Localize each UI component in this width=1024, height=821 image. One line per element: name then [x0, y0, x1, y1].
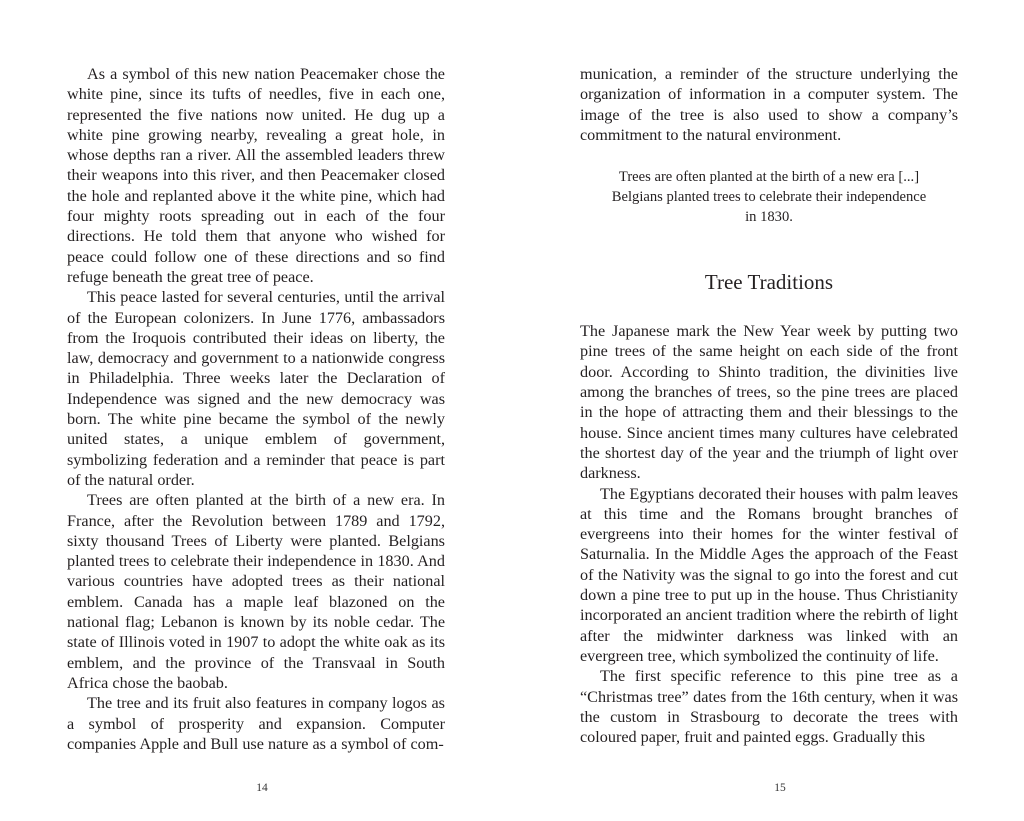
pull-quote-line: Trees are often planted at the birth of a new era [...]: [618, 169, 920, 186]
page-number-right: 15: [774, 782, 786, 794]
right-page: [580, 64, 958, 747]
body-paragraph: The first specific reference to this pine tree as a “Christmas tree” dates from the 16th century, when it was the custom in Strasbourg to decorate the trees with coloured paper, fruit and painted eggs. Gradually this: [580, 667, 958, 747]
body-paragraph: This peace lasted for several centuries, until the arrival of the European colonizers. In June 1776, ambassadors from the Iroquois contributed their ideas on liberty, the law, democracy and government to a nationwide congress in Philadelphia. Three weeks later the Declaration of Independence was signed and the new democracy was born. The white pine became the symbol of the newly united states, a unique emblem of government, symbolizing federation and a reminder that peace is part of the natural order.: [67, 288, 445, 489]
body-paragraph: The Egyptians decorated their houses with palm leaves at this time and the Romans brought branches of evergreens into their homes for the winter festival of Saturnalia. In the Middle Ages the approach of the Feast of the Nativity was the signal to go into the forest and cut down a pine tree to put up in the house. Thus Christianity incorporated an ancient tradition where the rebirth of light after the midwinter darkness was linked with an evergreen tree, which symbolized the continuity of life.: [580, 484, 958, 665]
body-paragraph: The tree and its fruit also features in company logos as a symbol of prosperity and expansion. Computer companies Apple and Bull use nature as a symbol of com-: [67, 694, 445, 753]
body-paragraph: As a symbol of this new nation Peacemaker chose the white pine, since its tufts of needles, five in each one, represented the five nations now united. He dug up a white pine growing nearby, revealing a great hole, in whose depths ran a river. All the assembled leaders threw their weapons into this river, and then Peacemaker closed the hole and replanted above it the white pine, which had four mighty roots spreading out in each of the four directions. He told them that anyone who wished for peace could follow one of these directions and so find refuge beneath the great tree of peace.: [67, 65, 445, 286]
continuation-paragraph: munication, a reminder of the structure underlying the organization of information in a computer system. The image of the tree is also used to show a company’s commitment to the natural environment.: [580, 65, 958, 144]
page-number-left: 14: [256, 782, 268, 794]
pull-quote: [580, 167, 958, 227]
body-paragraph: The Japanese mark the New Year week by putting two pine trees of the same height on each side of the front door. According to Shinto tradition, the divinities live among the branches of trees, so the pine trees are placed in the hope of attracting them and their blessings to the house. Since ancient times many cultures have celebrated the shortest day of the year and the triumph of light over darkness.: [580, 322, 958, 483]
section-heading: Tree Traditions: [704, 270, 834, 295]
pull-quote-line: in 1830.: [745, 209, 793, 226]
pull-quote-line: Belgians planted trees to celebrate their independence: [611, 189, 927, 206]
body-paragraph: Trees are often planted at the birth of a new era. In France, after the Revolution between 1789 and 1792, sixty thousand Trees of Liberty were planted. Belgians planted trees to celebrate their independence in 1830. And various countries have adopted trees as their national emblem. Canada has a maple leaf blazoned on the national flag; Lebanon is known by its noble cedar. The state of Illinois voted in 1907 to adopt the white oak as its emblem, and the province of the Transvaal in South Africa chose the baobab.: [67, 491, 445, 692]
left-page: [67, 64, 445, 754]
